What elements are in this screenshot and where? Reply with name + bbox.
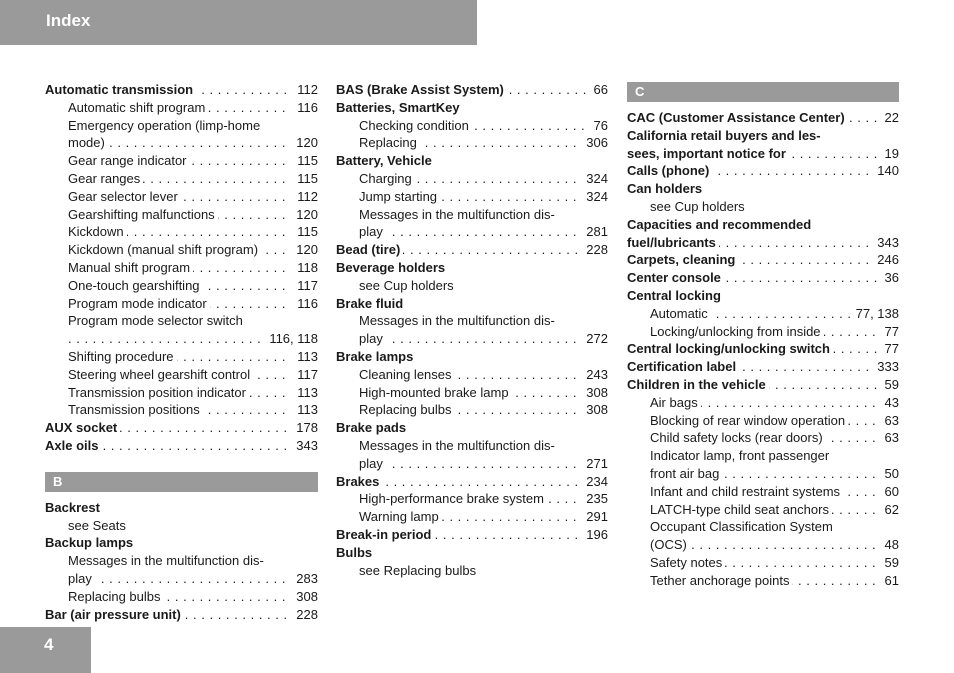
entry-page-number: 291 — [580, 508, 608, 526]
entry-text: Bar (air pressure unit) — [45, 606, 184, 624]
index-subentry[interactable] — [45, 241, 318, 259]
entry-page-number: 228 — [290, 606, 318, 624]
entry-text: Brake lamps — [336, 348, 414, 364]
entry-text: Messages in the multifunction dis- — [359, 313, 555, 329]
entry-page-number: 113 — [291, 384, 318, 402]
entry-page-number: 60 — [879, 483, 899, 501]
entry-text: Shifting procedure — [68, 348, 177, 366]
entry-text: Steering wheel gearshift control — [68, 366, 253, 384]
entry-text: Bulbs — [336, 544, 373, 560]
entry-text: front air bag — [650, 465, 722, 483]
entry-text: Kickdown — [68, 223, 127, 241]
index-subentry[interactable] — [45, 348, 318, 366]
index-entry[interactable] — [336, 419, 608, 437]
section-gap — [45, 455, 318, 472]
entry-page-number: 115 — [291, 170, 318, 188]
index-subentry[interactable] — [336, 384, 608, 402]
entry-page-number: 113 — [291, 348, 318, 366]
entry-page-number: 308 — [290, 588, 318, 606]
entry-text: Air bags — [650, 394, 701, 412]
index-subentry[interactable] — [45, 223, 318, 241]
entry-text: Backrest — [45, 499, 100, 515]
index-entry[interactable] — [336, 81, 608, 99]
entry-text: see Replacing bulbs — [359, 562, 477, 578]
entry-page-number: 272 — [580, 330, 608, 348]
index-subentry[interactable] — [45, 401, 318, 419]
index-subentry[interactable] — [45, 552, 318, 570]
index-entry[interactable] — [627, 234, 899, 252]
entry-text: Messages in the multifunction dis- — [359, 437, 555, 453]
entry-page-number: 62 — [879, 501, 899, 519]
entry-page-number: 50 — [879, 465, 899, 483]
entry-page-number: 235 — [580, 490, 608, 508]
entry-page-number: 115 — [291, 152, 318, 170]
index-subentry[interactable] — [336, 206, 608, 224]
entry-text: Break-in period — [336, 526, 434, 544]
index-entry[interactable] — [45, 419, 318, 437]
index-subentry[interactable] — [45, 206, 318, 224]
index-subentry[interactable] — [45, 588, 318, 606]
entry-text: Central locking — [627, 287, 721, 303]
entry-page-number: 343 — [290, 437, 318, 455]
index-subentry[interactable] — [45, 117, 318, 135]
page-number-tab — [0, 627, 91, 673]
index-entry[interactable] — [336, 152, 608, 170]
index-entry[interactable] — [45, 606, 318, 624]
index-entry[interactable] — [627, 145, 899, 163]
entry-text: Axle oils — [45, 437, 101, 455]
index-subentry[interactable] — [336, 366, 608, 384]
entry-page-number: 246 — [871, 251, 899, 269]
index-subentry[interactable] — [336, 117, 608, 135]
entry-text: Brakes — [336, 473, 382, 491]
entry-text: Locking/unlocking from inside — [650, 323, 824, 341]
entry-text: see Cup holders — [359, 277, 454, 293]
index-column-1 — [45, 81, 318, 623]
index-subentry[interactable] — [627, 536, 899, 554]
entry-text: Replacing bulbs — [68, 588, 164, 606]
entry-page-number: 196 — [580, 526, 608, 544]
entry-page-number: 228 — [580, 241, 608, 259]
entry-page-number: 19 — [879, 145, 899, 163]
entry-page-number: 112 — [291, 188, 318, 206]
entry-page-number: 324 — [580, 170, 608, 188]
entry-text: Battery, Vehicle — [336, 153, 432, 169]
entry-page-number: 117 — [291, 366, 318, 384]
index-subentry[interactable] — [336, 223, 608, 241]
entry-text: Tether anchorage points — [650, 572, 792, 590]
entry-text: AUX socket — [45, 419, 120, 437]
index-entry[interactable] — [627, 216, 899, 234]
index-subentry[interactable] — [336, 455, 608, 473]
index-subentry[interactable] — [336, 562, 608, 580]
entry-page-number: 43 — [879, 394, 899, 412]
index-subentry[interactable] — [336, 508, 608, 526]
entry-text: Gearshifting malfunctions — [68, 206, 218, 224]
entry-text: Indicator lamp, front passenger — [650, 448, 830, 464]
index-subentry[interactable] — [336, 330, 608, 348]
entry-text: Checking condition — [359, 117, 472, 135]
entry-text: Transmission positions — [68, 401, 203, 419]
index-entry[interactable] — [627, 287, 899, 305]
entry-page-number: 324 — [580, 188, 608, 206]
index-entry[interactable] — [336, 348, 608, 366]
entry-text: Certification label — [627, 358, 739, 376]
entry-text: Gear ranges — [68, 170, 143, 188]
section-header: B — [45, 472, 318, 492]
entry-text: play — [359, 330, 386, 348]
index-subentry[interactable] — [627, 412, 899, 430]
index-subentry[interactable] — [45, 295, 318, 313]
entry-page-number: 281 — [580, 223, 608, 241]
entry-page-number: 63 — [879, 429, 899, 447]
entry-page-number: 77 — [879, 323, 899, 341]
index-entry[interactable] — [45, 437, 318, 455]
entry-text: Automatic shift program — [68, 99, 208, 117]
section-header: C — [627, 82, 899, 102]
index-subentry[interactable] — [336, 188, 608, 206]
entry-text: sees, important notice for — [627, 145, 789, 163]
entry-text: Automatic transmission — [45, 81, 196, 99]
entry-text: High-mounted brake lamp — [359, 384, 512, 402]
index-subentry[interactable] — [336, 490, 608, 508]
index-entry[interactable] — [627, 127, 899, 145]
entry-text: Gear selector lever — [68, 188, 181, 206]
index-subentry[interactable] — [336, 134, 608, 152]
entry-page-number: 343 — [871, 234, 899, 252]
entry-text: Can holders — [627, 181, 703, 197]
index-entry[interactable] — [45, 499, 318, 517]
index-entry[interactable] — [627, 180, 899, 198]
entry-text: play — [68, 570, 95, 588]
index-subentry[interactable] — [45, 366, 318, 384]
entry-page-number: 283 — [290, 570, 318, 588]
entry-text: Kickdown (manual shift program) — [68, 241, 261, 259]
entry-text: California retail buyers and les- — [627, 127, 821, 143]
index-entry[interactable] — [627, 376, 899, 394]
index-entry[interactable] — [627, 251, 899, 269]
entry-page-number: 77, 138 — [850, 305, 899, 323]
index-subentry[interactable] — [336, 401, 608, 419]
index-subentry[interactable] — [45, 152, 318, 170]
entry-text: Safety notes — [650, 554, 725, 572]
entry-text: Warning lamp — [359, 508, 442, 526]
entry-page-number: 243 — [580, 366, 608, 384]
entry-page-number: 306 — [580, 134, 608, 152]
entry-text: Gear range indicator — [68, 152, 190, 170]
index-subentry[interactable] — [627, 518, 899, 536]
entry-text: Messages in the multifunction dis- — [359, 206, 555, 222]
entry-page-number: 120 — [290, 134, 318, 152]
index-subentry[interactable] — [627, 394, 899, 412]
entry-page-number: 22 — [879, 109, 899, 127]
index-subentry[interactable] — [45, 134, 318, 152]
index-subentry[interactable] — [627, 447, 899, 465]
entry-text: Program mode selector switch — [68, 313, 243, 329]
entry-text: Automatic — [650, 305, 711, 323]
index-subentry[interactable] — [627, 305, 899, 323]
entry-text: Backup lamps — [45, 535, 134, 551]
entry-page-number: 66 — [588, 81, 608, 99]
entry-text: BAS (Brake Assist System) — [336, 81, 507, 99]
entry-page-number: 61 — [879, 572, 899, 590]
index-entry[interactable] — [627, 340, 899, 358]
entry-text: Central locking/unlocking switch — [627, 340, 833, 358]
entry-page-number: 120 — [290, 206, 318, 224]
entry-text: Replacing — [359, 134, 420, 152]
index-subentry[interactable] — [45, 170, 318, 188]
index-entry[interactable] — [627, 269, 899, 287]
entry-page-number: 234 — [580, 473, 608, 491]
index-subentry[interactable] — [45, 384, 318, 402]
index-subentry[interactable] — [45, 277, 318, 295]
entry-text: One-touch gearshifting — [68, 277, 203, 295]
entry-text: Emergency operation (limp-home — [68, 117, 261, 133]
index-subentry[interactable] — [45, 99, 318, 117]
entry-text: see Seats — [68, 517, 126, 533]
entry-text: Beverage holders — [336, 259, 446, 275]
entry-page-number: 116 — [291, 99, 318, 117]
index-entry[interactable] — [627, 162, 899, 180]
index-entry[interactable] — [336, 241, 608, 259]
entry-text: Charging — [359, 170, 415, 188]
index-subentry[interactable] — [45, 330, 318, 348]
index-entry[interactable] — [45, 534, 318, 552]
entry-text: play — [359, 455, 386, 473]
entry-text: (OCS) — [650, 536, 690, 554]
entry-text: LATCH-type child seat anchors — [650, 501, 832, 519]
entry-page-number: 116 — [291, 295, 318, 313]
entry-text: Cleaning lenses — [359, 366, 455, 384]
entry-page-number: 115 — [291, 223, 318, 241]
entry-page-number: 76 — [588, 117, 608, 135]
index-subentry[interactable] — [627, 483, 899, 501]
index-subentry[interactable] — [627, 465, 899, 483]
header-bar — [0, 0, 477, 45]
entry-page-number: 113 — [291, 401, 318, 419]
index-entry[interactable] — [45, 81, 318, 99]
index-subentry[interactable] — [627, 554, 899, 572]
index-subentry[interactable] — [336, 312, 608, 330]
entry-page-number: 308 — [580, 384, 608, 402]
entry-text: see Cup holders — [650, 198, 745, 214]
index-entry[interactable] — [336, 473, 608, 491]
index-subentry[interactable] — [45, 517, 318, 535]
entry-text: Blocking of rear window operation — [650, 412, 848, 430]
index-column-2 — [336, 81, 608, 579]
entry-page-number: 120 — [290, 241, 318, 259]
entry-page-number: 59 — [879, 554, 899, 572]
entry-page-number: 117 — [291, 277, 318, 295]
entry-page-number: 36 — [879, 269, 899, 287]
entry-text: Carpets, cleaning — [627, 251, 738, 269]
index-subentry[interactable] — [336, 437, 608, 455]
entry-page-number: 118 — [291, 259, 318, 277]
entry-page-number: 112 — [291, 81, 318, 99]
entry-page-number: 271 — [580, 455, 608, 473]
entry-page-number: 140 — [871, 162, 899, 180]
entry-text: play — [359, 223, 386, 241]
entry-text: Center console — [627, 269, 724, 287]
entry-text: Infant and child restraint systems — [650, 483, 843, 501]
entry-page-number: 59 — [879, 376, 899, 394]
entry-text: Manual shift program — [68, 259, 193, 277]
index-subentry[interactable] — [627, 429, 899, 447]
entry-text: Messages in the multifunction dis- — [68, 553, 264, 569]
entry-text: Brake fluid — [336, 295, 404, 311]
entry-text: Replacing bulbs — [359, 401, 455, 419]
index-entry[interactable] — [336, 295, 608, 313]
entry-page-number: 333 — [871, 358, 899, 376]
entry-text: Children in the vehicle — [627, 376, 769, 394]
index-subentry[interactable] — [336, 170, 608, 188]
index-subentry[interactable] — [627, 198, 899, 216]
index-subentry[interactable] — [45, 188, 318, 206]
entry-text: Jump starting — [359, 188, 440, 206]
entry-text: Occupant Classification System — [650, 519, 833, 535]
entry-text: mode) — [68, 134, 108, 152]
entry-text: Bead (tire) — [336, 241, 403, 259]
entry-text: Capacities and recommended — [627, 216, 812, 232]
entry-page-number: 116, 118 — [263, 330, 318, 348]
entry-text: Calls (phone) — [627, 162, 712, 180]
entry-page-number: 63 — [879, 412, 899, 430]
index-entry[interactable] — [336, 259, 608, 277]
entry-text: Transmission position indicator — [68, 384, 249, 402]
entry-text: fuel/lubricants — [627, 234, 719, 252]
entry-page-number: 77 — [879, 340, 899, 358]
index-column-3 — [627, 82, 899, 590]
entry-text: Brake pads — [336, 420, 407, 436]
entry-text: CAC (Customer Assistance Center) — [627, 109, 848, 127]
index-subentry[interactable] — [45, 312, 318, 330]
index-subentry[interactable] — [45, 570, 318, 588]
entry-page-number: 308 — [580, 401, 608, 419]
index-subentry[interactable] — [336, 277, 608, 295]
index-subentry[interactable] — [627, 572, 899, 590]
index-entry[interactable] — [336, 526, 608, 544]
entry-text: Batteries, SmartKey — [336, 99, 460, 115]
index-entry[interactable] — [336, 544, 608, 562]
entry-page-number: 48 — [879, 536, 899, 554]
index-entry[interactable] — [336, 99, 608, 117]
entry-text: Program mode indicator — [68, 295, 210, 313]
entry-page-number: 178 — [290, 419, 318, 437]
page-number: 4 — [44, 635, 54, 654]
index-subentry[interactable] — [627, 501, 899, 519]
page-title: Index — [46, 11, 91, 30]
index-subentry[interactable] — [627, 323, 899, 341]
index-entry[interactable] — [627, 358, 899, 376]
entry-text: Child safety locks (rear doors) — [650, 429, 826, 447]
index-entry[interactable] — [627, 109, 899, 127]
index-subentry[interactable] — [45, 259, 318, 277]
entry-text: High-performance brake system — [359, 490, 547, 508]
